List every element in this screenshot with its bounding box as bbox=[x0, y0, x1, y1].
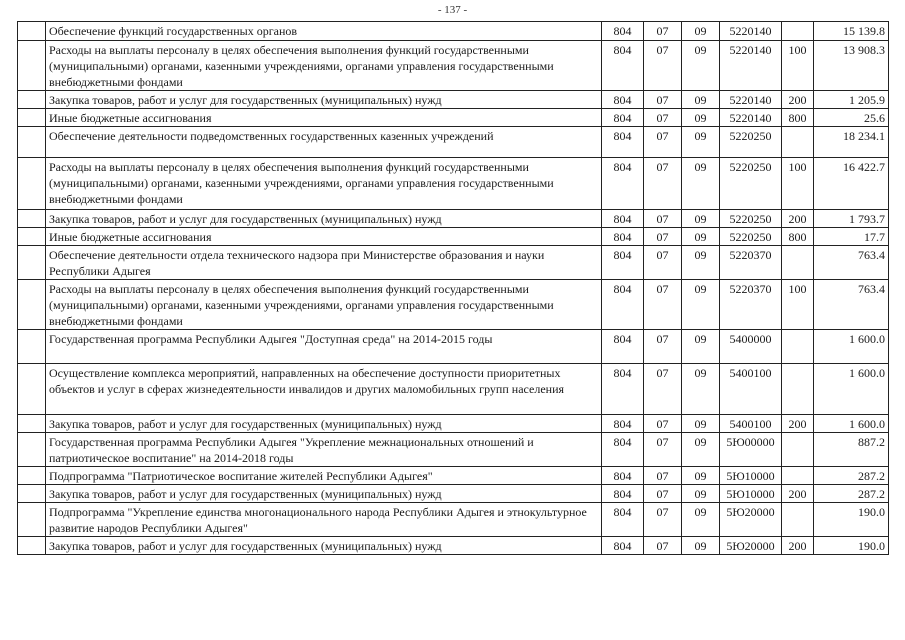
ministry-code-cell: 804 bbox=[602, 503, 644, 537]
expense-name-cell: Иные бюджетные ассигнования bbox=[46, 109, 602, 127]
expense-type-cell: 200 bbox=[782, 485, 814, 503]
expense-type-cell: 800 bbox=[782, 109, 814, 127]
amount-cell: 763.4 bbox=[814, 280, 889, 330]
section-code-cell: 07 bbox=[644, 246, 682, 280]
amount-cell: 13 908.3 bbox=[814, 41, 889, 91]
ministry-code-cell: 804 bbox=[602, 22, 644, 41]
row-blank-cell bbox=[18, 433, 46, 467]
row-blank-cell bbox=[18, 364, 46, 415]
section-code-cell: 07 bbox=[644, 330, 682, 364]
section-code-cell: 07 bbox=[644, 158, 682, 210]
amount-cell: 18 234.1 bbox=[814, 127, 889, 158]
target-article-cell: 5220370 bbox=[720, 246, 782, 280]
table-row bbox=[18, 280, 889, 330]
subsection-code-cell: 09 bbox=[682, 433, 720, 467]
expense-name-cell: Иные бюджетные ассигнования bbox=[46, 228, 602, 246]
expense-name-cell: Обеспечение деятельности подведомственных государственных казенных учреждений bbox=[46, 127, 602, 158]
row-blank-cell bbox=[18, 246, 46, 280]
target-article-cell: 5400100 bbox=[720, 364, 782, 415]
table-row bbox=[18, 364, 889, 415]
row-blank-cell bbox=[18, 22, 46, 41]
ministry-code-cell: 804 bbox=[602, 158, 644, 210]
expense-type-cell bbox=[782, 330, 814, 364]
target-article-cell: 5220140 bbox=[720, 22, 782, 41]
ministry-code-cell: 804 bbox=[602, 485, 644, 503]
ministry-code-cell: 804 bbox=[602, 41, 644, 91]
section-code-cell: 07 bbox=[644, 22, 682, 41]
subsection-code-cell: 09 bbox=[682, 109, 720, 127]
section-code-cell: 07 bbox=[644, 280, 682, 330]
section-code-cell: 07 bbox=[644, 364, 682, 415]
expense-name-cell: Государственная программа Республики Адыгея "Доступная среда" на 2014-2015 годы bbox=[46, 330, 602, 364]
table-row bbox=[18, 330, 889, 364]
table-row bbox=[18, 210, 889, 228]
ministry-code-cell: 804 bbox=[602, 537, 644, 555]
amount-cell: 190.0 bbox=[814, 537, 889, 555]
table-row bbox=[18, 158, 889, 210]
expense-name-cell: Подпрограмма "Укрепление единства многонационального народа Республики Адыгея и этнокультурное развитие народов Республики Адыгея" bbox=[46, 503, 602, 537]
table-row bbox=[18, 433, 889, 467]
amount-cell: 17.7 bbox=[814, 228, 889, 246]
target-article-cell: 5Ю10000 bbox=[720, 467, 782, 485]
subsection-code-cell: 09 bbox=[682, 41, 720, 91]
section-code-cell: 07 bbox=[644, 228, 682, 246]
table-body bbox=[18, 22, 889, 555]
section-code-cell: 07 bbox=[644, 109, 682, 127]
expense-name-cell: Закупка товаров, работ и услуг для государственных (муниципальных) нужд bbox=[46, 537, 602, 555]
section-code-cell: 07 bbox=[644, 503, 682, 537]
ministry-code-cell: 804 bbox=[602, 364, 644, 415]
expense-type-cell: 800 bbox=[782, 228, 814, 246]
amount-cell: 190.0 bbox=[814, 503, 889, 537]
expense-name-cell: Государственная программа Республики Адыгея "Укрепление межнациональных отношений и патриотическое воспитание" на 2014-2018 годы bbox=[46, 433, 602, 467]
subsection-code-cell: 09 bbox=[682, 280, 720, 330]
expense-name-cell: Закупка товаров, работ и услуг для государственных (муниципальных) нужд bbox=[46, 485, 602, 503]
section-code-cell: 07 bbox=[644, 91, 682, 109]
row-blank-cell bbox=[18, 91, 46, 109]
subsection-code-cell: 09 bbox=[682, 22, 720, 41]
ministry-code-cell: 804 bbox=[602, 433, 644, 467]
target-article-cell: 5Ю00000 bbox=[720, 433, 782, 467]
table-row bbox=[18, 127, 889, 158]
ministry-code-cell: 804 bbox=[602, 415, 644, 433]
table-row bbox=[18, 467, 889, 485]
expense-type-cell bbox=[782, 433, 814, 467]
amount-cell: 1 600.0 bbox=[814, 415, 889, 433]
ministry-code-cell: 804 bbox=[602, 127, 644, 158]
amount-cell: 15 139.8 bbox=[814, 22, 889, 41]
ministry-code-cell: 804 bbox=[602, 210, 644, 228]
amount-cell: 287.2 bbox=[814, 485, 889, 503]
subsection-code-cell: 09 bbox=[682, 364, 720, 415]
expense-type-cell bbox=[782, 246, 814, 280]
ministry-code-cell: 804 bbox=[602, 109, 644, 127]
amount-cell: 1 600.0 bbox=[814, 364, 889, 415]
expense-name-cell: Подпрограмма "Патриотическое воспитание жителей Республики Адыгея" bbox=[46, 467, 602, 485]
amount-cell: 1 793.7 bbox=[814, 210, 889, 228]
row-blank-cell bbox=[18, 503, 46, 537]
section-code-cell: 07 bbox=[644, 415, 682, 433]
ministry-code-cell: 804 bbox=[602, 91, 644, 109]
expense-name-cell: Закупка товаров, работ и услуг для государственных (муниципальных) нужд bbox=[46, 415, 602, 433]
subsection-code-cell: 09 bbox=[682, 415, 720, 433]
expense-type-cell: 100 bbox=[782, 158, 814, 210]
ministry-code-cell: 804 bbox=[602, 330, 644, 364]
table-row bbox=[18, 228, 889, 246]
row-blank-cell bbox=[18, 127, 46, 158]
subsection-code-cell: 09 bbox=[682, 210, 720, 228]
expense-type-cell bbox=[782, 503, 814, 537]
page-number: - 137 - bbox=[437, 4, 468, 16]
expense-type-cell: 100 bbox=[782, 280, 814, 330]
table-row bbox=[18, 485, 889, 503]
table-row bbox=[18, 41, 889, 91]
table-row bbox=[18, 246, 889, 280]
section-code-cell: 07 bbox=[644, 485, 682, 503]
expense-name-cell: Расходы на выплаты персоналу в целях обеспечения выполнения функций государственными (муниципальными) органами, казенными учреждениями, органами управления государственными внебюджетными фондами bbox=[46, 158, 602, 210]
target-article-cell: 5220250 bbox=[720, 228, 782, 246]
target-article-cell: 5400100 bbox=[720, 415, 782, 433]
expense-name-cell: Расходы на выплаты персоналу в целях обеспечения выполнения функций государственными (муниципальными) органами, казенными учреждениями, органами управления государственными внебюджетными фондами bbox=[46, 280, 602, 330]
row-blank-cell bbox=[18, 109, 46, 127]
table-row bbox=[18, 415, 889, 433]
expense-type-cell: 200 bbox=[782, 415, 814, 433]
row-blank-cell bbox=[18, 330, 46, 364]
expense-name-cell: Обеспечение функций государственных органов bbox=[46, 22, 602, 41]
amount-cell: 287.2 bbox=[814, 467, 889, 485]
expense-type-cell: 200 bbox=[782, 91, 814, 109]
subsection-code-cell: 09 bbox=[682, 228, 720, 246]
section-code-cell: 07 bbox=[644, 467, 682, 485]
subsection-code-cell: 09 bbox=[682, 467, 720, 485]
amount-cell: 25.6 bbox=[814, 109, 889, 127]
section-code-cell: 07 bbox=[644, 537, 682, 555]
target-article-cell: 5220140 bbox=[720, 91, 782, 109]
ministry-code-cell: 804 bbox=[602, 246, 644, 280]
expense-type-cell bbox=[782, 127, 814, 158]
row-blank-cell bbox=[18, 41, 46, 91]
expense-type-cell: 200 bbox=[782, 537, 814, 555]
subsection-code-cell: 09 bbox=[682, 330, 720, 364]
section-code-cell: 07 bbox=[644, 433, 682, 467]
table-row bbox=[18, 91, 889, 109]
target-article-cell: 5Ю20000 bbox=[720, 537, 782, 555]
table-row bbox=[18, 22, 889, 41]
amount-cell: 763.4 bbox=[814, 246, 889, 280]
row-blank-cell bbox=[18, 280, 46, 330]
budget-table bbox=[17, 21, 889, 555]
table-row bbox=[18, 109, 889, 127]
expense-type-cell bbox=[782, 364, 814, 415]
target-article-cell: 5400000 bbox=[720, 330, 782, 364]
amount-cell: 1 600.0 bbox=[814, 330, 889, 364]
row-blank-cell bbox=[18, 537, 46, 555]
row-blank-cell bbox=[18, 415, 46, 433]
expense-name-cell: Обеспечение деятельности отдела технического надзора при Министерстве образования и науки Республики Адыгея bbox=[46, 246, 602, 280]
table-row bbox=[18, 537, 889, 555]
table-row bbox=[18, 503, 889, 537]
row-blank-cell bbox=[18, 467, 46, 485]
section-code-cell: 07 bbox=[644, 127, 682, 158]
amount-cell: 887.2 bbox=[814, 433, 889, 467]
subsection-code-cell: 09 bbox=[682, 127, 720, 158]
amount-cell: 16 422.7 bbox=[814, 158, 889, 210]
subsection-code-cell: 09 bbox=[682, 503, 720, 537]
expense-type-cell: 100 bbox=[782, 41, 814, 91]
row-blank-cell bbox=[18, 158, 46, 210]
section-code-cell: 07 bbox=[644, 41, 682, 91]
expense-name-cell: Осуществление комплекса мероприятий, направленных на обеспечение доступности приоритетных объектов и услуг в сферах жизнедеятельности инвалидов и других маломобильных групп населения bbox=[46, 364, 602, 415]
subsection-code-cell: 09 bbox=[682, 158, 720, 210]
expense-name-cell: Расходы на выплаты персоналу в целях обеспечения выполнения функций государственными (муниципальными) органами, казенными учреждениями, органами управления государственными внебюджетными фондами bbox=[46, 41, 602, 91]
ministry-code-cell: 804 bbox=[602, 467, 644, 485]
subsection-code-cell: 09 bbox=[682, 537, 720, 555]
target-article-cell: 5220140 bbox=[720, 109, 782, 127]
ministry-code-cell: 804 bbox=[602, 228, 644, 246]
target-article-cell: 5Ю10000 bbox=[720, 485, 782, 503]
row-blank-cell bbox=[18, 210, 46, 228]
target-article-cell: 5220250 bbox=[720, 158, 782, 210]
target-article-cell: 5220250 bbox=[720, 127, 782, 158]
ministry-code-cell: 804 bbox=[602, 280, 644, 330]
row-blank-cell bbox=[18, 228, 46, 246]
amount-cell: 1 205.9 bbox=[814, 91, 889, 109]
expense-name-cell: Закупка товаров, работ и услуг для государственных (муниципальных) нужд bbox=[46, 91, 602, 109]
expense-type-cell: 200 bbox=[782, 210, 814, 228]
subsection-code-cell: 09 bbox=[682, 485, 720, 503]
target-article-cell: 5220370 bbox=[720, 280, 782, 330]
subsection-code-cell: 09 bbox=[682, 91, 720, 109]
expense-type-cell bbox=[782, 467, 814, 485]
subsection-code-cell: 09 bbox=[682, 246, 720, 280]
expense-name-cell: Закупка товаров, работ и услуг для государственных (муниципальных) нужд bbox=[46, 210, 602, 228]
row-blank-cell bbox=[18, 485, 46, 503]
target-article-cell: 5Ю20000 bbox=[720, 503, 782, 537]
target-article-cell: 5220140 bbox=[720, 41, 782, 91]
section-code-cell: 07 bbox=[644, 210, 682, 228]
target-article-cell: 5220250 bbox=[720, 210, 782, 228]
expense-type-cell bbox=[782, 22, 814, 41]
